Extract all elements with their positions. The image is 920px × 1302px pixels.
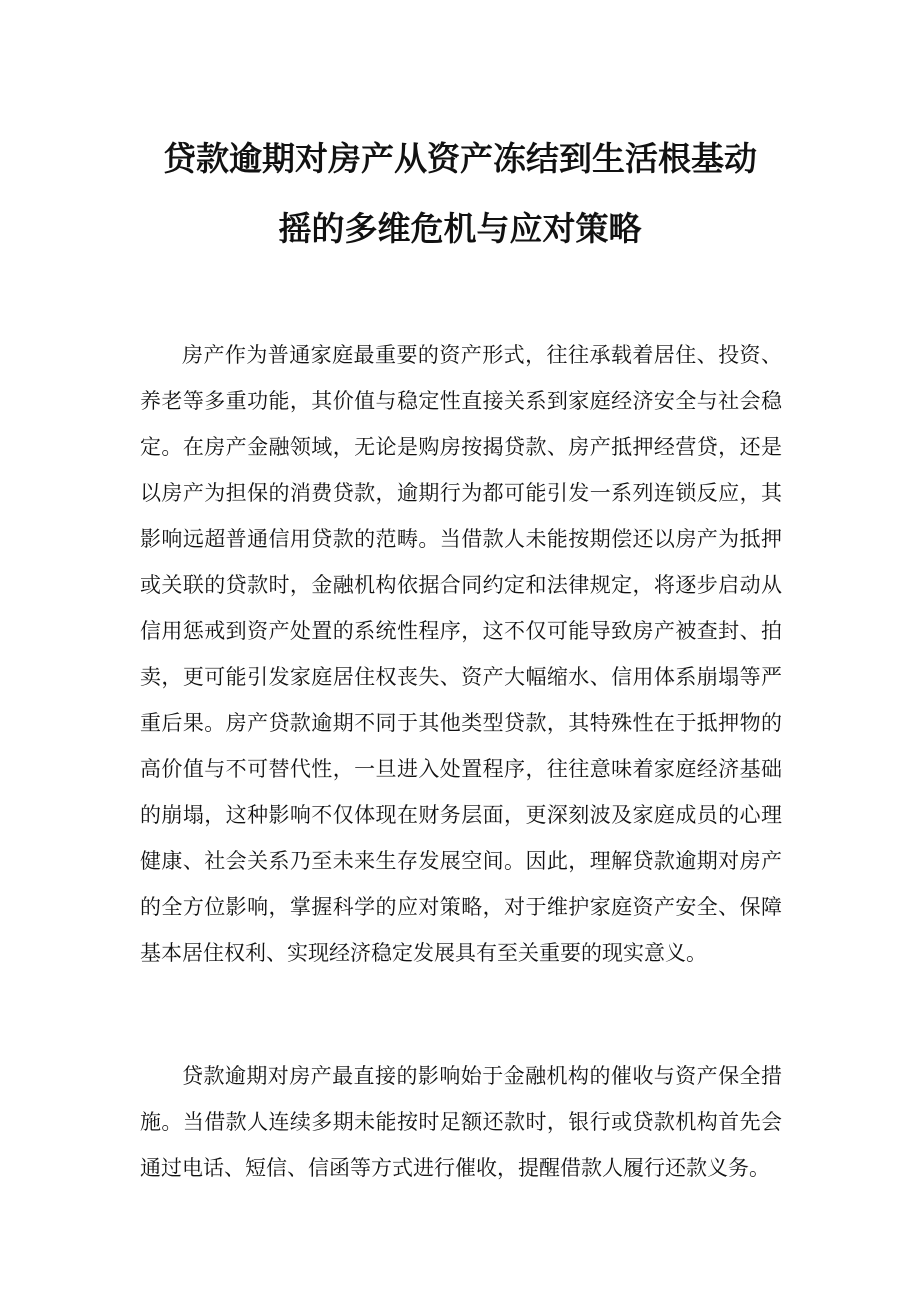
title-line-1: 贷款逾期对房产从资产冻结到生活根基动 <box>163 139 757 178</box>
paragraph-intro: 房产作为普通家庭最重要的资产形式，往往承载着居住、投资、养老等多重功能，其价值与稳定性直接关系到家庭经济安全与社会稳定。在房产金融领域，无论是购房按揭贷款、房产抵押经营贷，还是以房产为担保的消费贷款，逾期行为都可能引发一系列连锁反应，其影响远超普通信用贷款的范畴。当借款人未能按期偿还以房产为抵押或关联的贷款时，金融机构依据合同约定和法律规定，将逐步启动从信用惩戒到资产处置的系统性程序，这不仅可能导致房产被查封、拍卖，更可能引发家庭居住权丧失、资产大幅缩水、信用体系崩塌等严重后果。房产贷款逾期不同于其他类型贷款，其特殊性在于抵押物的高价值与不可替代性，一旦进入处置程序，往往意味着家庭经济基础的崩塌，这种影响不仅体现在财务层面，更深刻波及家庭成员的心理健康、社会关系乃至未来生存发展空间。因此，理解贷款逾期对房产的全方位影响，掌握科学的应对策略，对于维护家庭资产安全、保障基本居住权利、实现经济稳定发展具有至关重要的现实意义。 <box>140 343 782 965</box>
paragraph-collection: 贷款逾期对房产最直接的影响始于金融机构的催收与资产保全措施。当借款人连续多期未能按时足额还款时，银行或贷款机构首先会通过电话、短信、信函等方式进行催收，提醒借款人履行还款义务。 <box>140 1064 782 1180</box>
document-title <box>80 124 840 264</box>
title-line-2: 摇的多维危机与应对策略 <box>278 209 642 248</box>
